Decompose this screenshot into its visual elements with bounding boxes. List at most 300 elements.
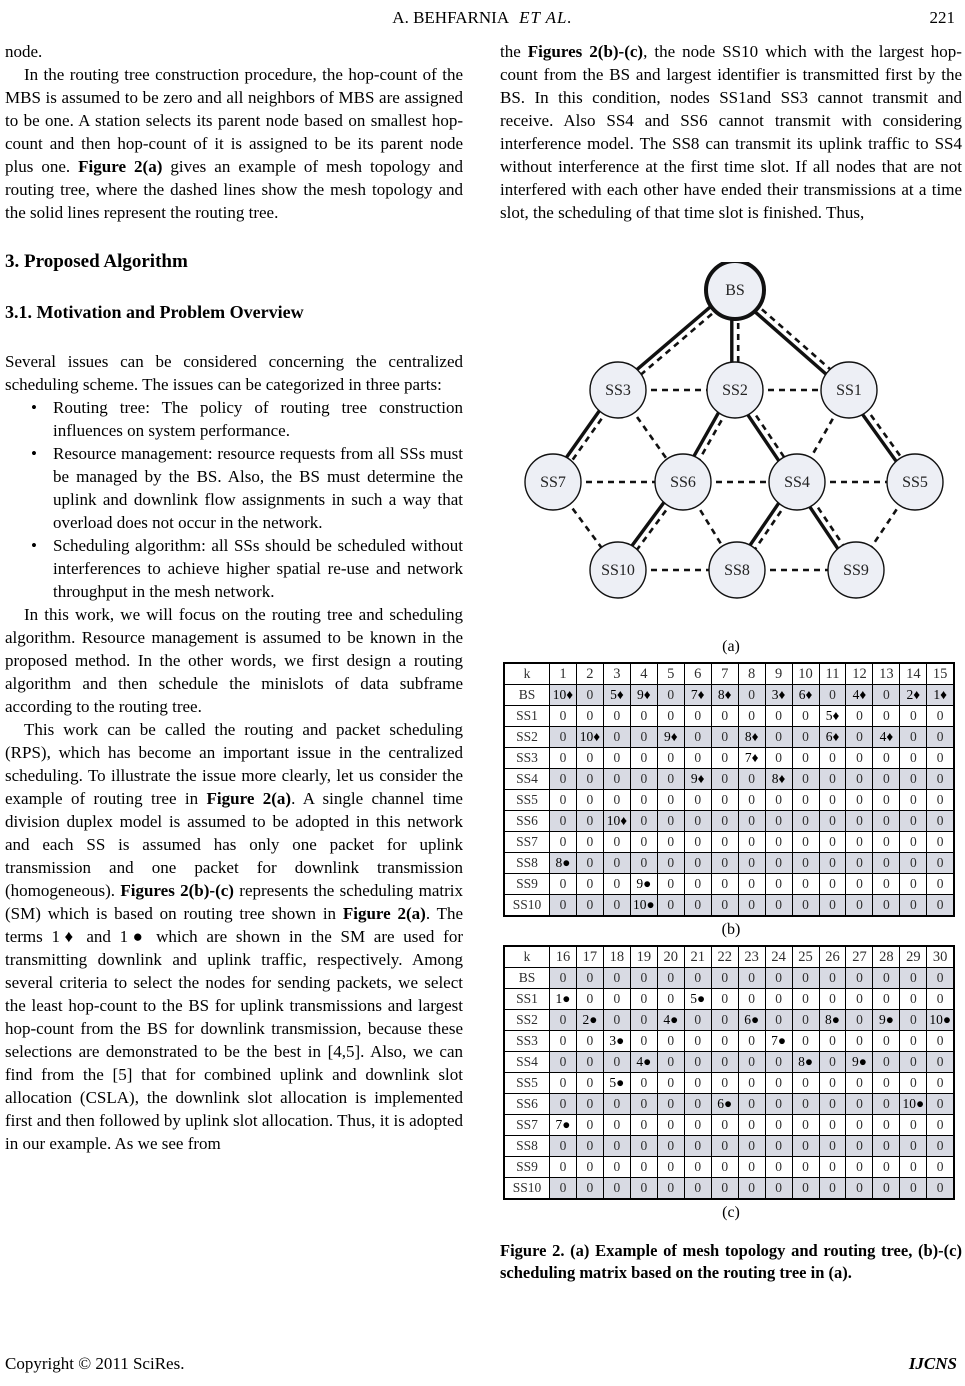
figure-label-a: (a) (722, 638, 740, 655)
sm-cell: 9♦ (684, 769, 711, 790)
bullet-icon: • (31, 536, 37, 555)
sm-cell: 10♦ (603, 811, 630, 832)
sm-cell: 0 (630, 1073, 657, 1094)
sm-cell: 0 (550, 790, 577, 811)
sm-cell: 0 (846, 1010, 873, 1031)
sm-cell: 0 (846, 790, 873, 811)
row-label: SS4 (504, 1052, 550, 1073)
sm-cell: 0 (684, 1094, 711, 1115)
sm-cell: 0 (630, 1031, 657, 1052)
sm-cell: 0 (819, 1052, 846, 1073)
sm-cell: 0 (765, 968, 792, 989)
sm-cell: 9● (846, 1052, 873, 1073)
figure-2b (503, 662, 962, 917)
sm-cell: 0 (792, 769, 819, 790)
sm-cell: 0 (711, 1136, 738, 1157)
paragraph (5, 63, 463, 224)
sm-cell: 0 (846, 1136, 873, 1157)
sm-cell: 0 (819, 790, 846, 811)
sm-cell: 0 (873, 1094, 900, 1115)
sm-cell: 0 (765, 853, 792, 874)
sm-cell: 0 (873, 748, 900, 769)
sm-cell: 0 (550, 832, 577, 853)
sm-cell: 0 (765, 811, 792, 832)
sm-cell: 0 (657, 874, 684, 895)
sm-cell: 0 (576, 832, 603, 853)
sm-cell: 0 (684, 811, 711, 832)
sm-cell: 0 (819, 748, 846, 769)
sm-cell: 0 (846, 989, 873, 1010)
sm-cell: 0 (819, 1073, 846, 1094)
sm-cell: 0 (765, 1136, 792, 1157)
bullet-text: Resource management: resource requests from all SSs must be managed by the BS. Also, the BS must determine the uplink and downlink flow assignments in such a way that overload does not occur in the network. (53, 444, 463, 532)
sm-cell: 0 (711, 1073, 738, 1094)
sm-cell: 0 (576, 895, 603, 917)
sm-cell: 0 (927, 706, 954, 727)
sm-cell: 0 (792, 1031, 819, 1052)
table-row (504, 748, 954, 769)
table-row (504, 769, 954, 790)
sm-cell: 0 (792, 895, 819, 917)
column-header: k (504, 663, 550, 685)
sm-cell: 0 (927, 1031, 954, 1052)
sm-cell: 0 (900, 1052, 927, 1073)
section-heading: 3. Proposed Algorithm (5, 251, 188, 272)
sm-cell: 0 (738, 1073, 765, 1094)
column-header: 16 (550, 946, 577, 968)
sm-cell: 0 (765, 727, 792, 748)
column-header: 30 (927, 946, 954, 968)
sm-cell: 0 (711, 1010, 738, 1031)
sm-cell: 0 (684, 1136, 711, 1157)
sm-cell: 0 (873, 1157, 900, 1178)
sm-cell: 0 (927, 1094, 954, 1115)
graph-node-label: SS7 (540, 474, 566, 491)
sm-cell: 0 (900, 853, 927, 874)
bold-text: Figures 2(b)-(c) (120, 881, 234, 900)
sm-cell: 0 (900, 769, 927, 790)
row-label: SS3 (504, 748, 550, 769)
row-label: SS3 (504, 1031, 550, 1052)
bullet-item (5, 396, 463, 442)
sm-cell: 0 (657, 1052, 684, 1073)
sm-cell: 0 (576, 769, 603, 790)
body-text: . The terms 1♦ and 1● which are shown in the SM are used for transmitting downlink and uplink traffic, respectively. Among several criteria to select the nodes for sending packets, we select the least hop-count to the BS for uplink transmissions and largest hop-count from the BS for downlink transmission, because these selections are demonstrated to be the best in [4,5]. Also, we can find from the [5] that for combined uplink and downlink slot allocation (CSLA), the downlink slot allocation is implemented first and then followed by uplink slot allocation. Thus, it is adopted in our example. As we see from (5, 904, 463, 1153)
table-row (504, 968, 954, 989)
row-label: SS7 (504, 832, 550, 853)
column-header: 27 (846, 946, 873, 968)
column-header: 9 (765, 663, 792, 685)
sm-cell: 0 (738, 1031, 765, 1052)
sm-cell: 0 (630, 727, 657, 748)
sm-cell: 0 (550, 874, 577, 895)
sm-cell: 0 (550, 1010, 577, 1031)
table-row (504, 832, 954, 853)
sm-cell: 0 (603, 874, 630, 895)
sm-cell: 0 (711, 1157, 738, 1178)
bold-text: Figure 2(a) (78, 157, 163, 176)
row-label: SS6 (504, 811, 550, 832)
sm-cell: 0 (819, 832, 846, 853)
sm-cell: 0 (684, 968, 711, 989)
sm-cell: 0 (873, 769, 900, 790)
sm-cell: 0 (630, 790, 657, 811)
sm-cell: 0 (550, 1157, 577, 1178)
sm-cell: 0 (927, 895, 954, 917)
sm-cell: 0 (657, 832, 684, 853)
sm-cell: 0 (819, 895, 846, 917)
sm-cell: 0 (711, 1115, 738, 1136)
sm-cell: 0 (576, 989, 603, 1010)
sm-cell: 0 (684, 748, 711, 769)
bullet-icon: • (31, 444, 37, 463)
left-paragraphs-bottom (5, 603, 463, 1155)
column-header: k (504, 946, 550, 968)
table-row (504, 989, 954, 1010)
table-row (504, 874, 954, 895)
sm-cell: 0 (900, 832, 927, 853)
sm-cell: 0 (603, 832, 630, 853)
sm-cell: 6● (738, 1010, 765, 1031)
column-header: 15 (927, 663, 954, 685)
sm-cell: 0 (711, 853, 738, 874)
sm-cell: 0 (819, 811, 846, 832)
sm-cell: 0 (630, 1136, 657, 1157)
column-header: 25 (792, 946, 819, 968)
sm-cell: 3● (603, 1031, 630, 1052)
sm-cell: 0 (900, 1031, 927, 1052)
sm-cell: 0 (738, 1178, 765, 1200)
running-head (0, 8, 965, 28)
bold-text: Figure 2(a) (342, 904, 426, 923)
sm-cell: 0 (603, 853, 630, 874)
sm-cell: 0 (873, 989, 900, 1010)
sm-cell: 0 (900, 874, 927, 895)
table-row (504, 1052, 954, 1073)
sm-cell: 4♦ (846, 685, 873, 706)
sm-cell: 0 (550, 811, 577, 832)
sm-cell: 0 (630, 748, 657, 769)
figure-label-b: (b) (721, 921, 741, 938)
body-text: Several issues can be considered concerning the centralized scheduling scheme. The issues can be categorized in three parts: (5, 352, 463, 394)
sm-cell: 0 (603, 1178, 630, 1200)
sm-cell: 0 (873, 1052, 900, 1073)
sm-cell: 0 (684, 1073, 711, 1094)
figure-2a (500, 262, 962, 656)
sm-cell: 0 (846, 811, 873, 832)
graph-node-label: SS4 (784, 474, 810, 491)
sm-cell: 0 (819, 685, 846, 706)
column-header: 23 (738, 946, 765, 968)
sm-cell: 0 (738, 1115, 765, 1136)
sm-cell: 4● (630, 1052, 657, 1073)
sm-cell: 0 (684, 895, 711, 917)
figure-2c (503, 945, 962, 1200)
sm-cell: 0 (576, 1052, 603, 1073)
sm-cell: 0 (846, 1073, 873, 1094)
row-label: SS8 (504, 1136, 550, 1157)
body-text: gives an example of mesh topology and routing tree, where the dashed lines show the mesh topology and the solid lines represent the routing tree. (5, 157, 463, 222)
sm-cell: 0 (792, 1136, 819, 1157)
left-paragraphs-mid (5, 350, 463, 396)
row-label: SS5 (504, 1073, 550, 1094)
figure-label-c: (c) (722, 1204, 740, 1221)
bullet-text: Routing tree: The policy of routing tree construction influences on system performance. (53, 398, 463, 440)
column-header: 1 (550, 663, 577, 685)
sm-cell: 0 (927, 1073, 954, 1094)
sm-cell: 0 (630, 968, 657, 989)
table_b-grid (503, 662, 955, 917)
sm-cell: 0 (657, 706, 684, 727)
paragraph (5, 350, 463, 396)
sm-cell: 0 (792, 989, 819, 1010)
sm-cell: 0 (630, 832, 657, 853)
sm-cell: 0 (550, 727, 577, 748)
sm-cell: 0 (873, 874, 900, 895)
sm-cell: 0 (900, 1178, 927, 1200)
row-label: SS2 (504, 727, 550, 748)
body-text: , the node SS10 which with the largest hop-count from the BS and largest identifier is transmitted first by the BS. In this condition, nodes SS1and SS3 cannot transmit and receive. Also SS4 and SS6 cannot transmit with considering interference model. The SS8 can transmit its uplink traffic to SS4 without interference at the first time slot. If all nodes that are not interfered with each other have ended their transmissions at a time slot, the scheduling of that time slot is finished. Thus, (500, 42, 962, 222)
row-label: BS (504, 968, 550, 989)
sm-cell: 0 (684, 1115, 711, 1136)
sm-cell: 0 (873, 1115, 900, 1136)
sm-cell: 0 (684, 1031, 711, 1052)
sm-cell: 10♦ (550, 685, 577, 706)
column-header: 5 (657, 663, 684, 685)
sm-cell: 0 (900, 989, 927, 1010)
sm-cell: 0 (657, 790, 684, 811)
sm-cell: 0 (550, 895, 577, 917)
sm-cell: 0 (900, 727, 927, 748)
sm-cell: 5♦ (819, 706, 846, 727)
sm-cell: 0 (603, 790, 630, 811)
column-header: 6 (684, 663, 711, 685)
sm-cell: 7♦ (738, 748, 765, 769)
sm-cell: 0 (738, 685, 765, 706)
sm-cell: 0 (657, 968, 684, 989)
table-row (504, 853, 954, 874)
sm-cell: 0 (927, 1178, 954, 1200)
column-header: 8 (738, 663, 765, 685)
left-column (5, 40, 463, 1155)
sm-cell: 6● (711, 1094, 738, 1115)
sm-cell: 0 (576, 968, 603, 989)
sm-cell: 0 (792, 706, 819, 727)
sm-cell: 0 (873, 1178, 900, 1200)
sm-cell: 9♦ (657, 727, 684, 748)
sm-cell: 10● (900, 1094, 927, 1115)
sm-cell: 0 (900, 968, 927, 989)
sm-cell: 0 (576, 1031, 603, 1052)
sm-cell: 1♦ (927, 685, 954, 706)
graph-node-label: SS5 (902, 474, 928, 491)
table-row (504, 727, 954, 748)
sm-cell: 10● (630, 895, 657, 917)
sm-cell: 0 (792, 811, 819, 832)
sm-cell: 0 (576, 748, 603, 769)
sm-cell: 0 (846, 874, 873, 895)
sm-cell: 0 (927, 790, 954, 811)
sm-cell: 8♦ (738, 727, 765, 748)
footer-journal: IJCNS (908, 1354, 957, 1373)
page-number: 221 (929, 8, 955, 27)
bullet-item (5, 442, 463, 534)
sm-cell: 8♦ (765, 769, 792, 790)
sm-cell: 0 (900, 1115, 927, 1136)
paragraph (5, 603, 463, 718)
sm-cell: 0 (711, 1178, 738, 1200)
sm-cell: 0 (765, 1052, 792, 1073)
row-label: SS10 (504, 1178, 550, 1200)
table-row (504, 811, 954, 832)
sm-cell: 0 (684, 727, 711, 748)
sm-cell: 0 (738, 874, 765, 895)
sm-cell: 0 (900, 1010, 927, 1031)
sm-cell: 0 (819, 1031, 846, 1052)
sm-cell: 0 (792, 1010, 819, 1031)
sm-cell: 0 (873, 811, 900, 832)
row-label: SS1 (504, 989, 550, 1010)
row-label: SS7 (504, 1115, 550, 1136)
column-header: 14 (900, 663, 927, 685)
sm-cell: 0 (927, 769, 954, 790)
sm-cell: 0 (792, 968, 819, 989)
right-paragraphs-top (500, 40, 962, 224)
row-label: SS5 (504, 790, 550, 811)
sm-cell: 0 (873, 790, 900, 811)
sm-cell: 0 (630, 853, 657, 874)
sm-cell: 0 (873, 968, 900, 989)
table-row (504, 1136, 954, 1157)
table-row (504, 706, 954, 727)
sm-cell: 0 (819, 1115, 846, 1136)
sm-cell: 0 (738, 1052, 765, 1073)
sm-cell: 0 (792, 790, 819, 811)
sm-cell: 0 (927, 1115, 954, 1136)
table-row (504, 685, 954, 706)
sm-cell: 0 (550, 706, 577, 727)
sm-cell: 0 (738, 989, 765, 1010)
right-column (500, 40, 962, 1284)
sm-cell: 0 (630, 989, 657, 1010)
sm-cell: 0 (765, 989, 792, 1010)
paragraph (500, 40, 962, 224)
sm-cell: 0 (873, 1136, 900, 1157)
sm-cell: 0 (630, 1178, 657, 1200)
sm-cell: 0 (603, 1115, 630, 1136)
sm-cell: 0 (550, 748, 577, 769)
sm-cell: 0 (738, 1094, 765, 1115)
sm-cell: 0 (792, 832, 819, 853)
sm-cell: 7● (550, 1115, 577, 1136)
column-header: 28 (873, 946, 900, 968)
column-header: 19 (630, 946, 657, 968)
sm-cell: 0 (657, 853, 684, 874)
bold-text: Figures 2(b)-(c) (527, 42, 644, 61)
sm-cell: 0 (630, 706, 657, 727)
sm-cell: 0 (900, 1073, 927, 1094)
sm-cell: 0 (576, 1136, 603, 1157)
sm-cell: 0 (873, 895, 900, 917)
sm-cell: 0 (576, 874, 603, 895)
sm-cell: 0 (576, 1157, 603, 1178)
sm-cell: 0 (927, 853, 954, 874)
row-label: SS8 (504, 853, 550, 874)
figure-caption: Figure 2. (a) Example of mesh topology and routing tree, (b)-(c) scheduling matrix based on the routing tree in (a). (500, 1241, 962, 1282)
sm-cell: 0 (711, 832, 738, 853)
sm-cell: 8● (819, 1010, 846, 1031)
bullet-item (5, 534, 463, 603)
sm-cell: 0 (711, 790, 738, 811)
paragraph (5, 718, 463, 1155)
sm-cell: 0 (603, 748, 630, 769)
sm-cell: 0 (630, 1094, 657, 1115)
sm-cell: 0 (846, 1178, 873, 1200)
sm-cell: 0 (684, 1010, 711, 1031)
body-text: This work can be called the routing and packet scheduling (RPS), which has become an important issue in the centralized scheduling. To illustrate the issue more clearly, let us consider the example of routing tree in (5, 720, 463, 808)
sm-cell: 0 (684, 1178, 711, 1200)
sm-cell: 0 (657, 1136, 684, 1157)
sm-cell: 0 (603, 769, 630, 790)
sm-cell: 0 (711, 811, 738, 832)
body-text: In the routing tree construction procedure, the hop-count of the MBS is assumed to be zero and all neighbors of MBS are assigned to be one. A station selects its parent node based on smallest hop-count and then hop-count of it is assigned to be its parent node plus one. (5, 65, 463, 176)
sm-cell: 0 (819, 1157, 846, 1178)
sm-cell: 0 (873, 685, 900, 706)
sm-cell: 0 (792, 748, 819, 769)
sm-cell: 0 (711, 874, 738, 895)
sm-cell: 0 (603, 1010, 630, 1031)
sm-cell: 0 (846, 1094, 873, 1115)
column-header: 10 (792, 663, 819, 685)
sm-cell: 0 (603, 1094, 630, 1115)
sm-cell: 0 (792, 1073, 819, 1094)
column-header: 20 (657, 946, 684, 968)
sm-cell: 0 (603, 1052, 630, 1073)
row-label: SS9 (504, 1157, 550, 1178)
sm-cell: 0 (630, 1157, 657, 1178)
sm-cell: 0 (738, 706, 765, 727)
column-header: 18 (603, 946, 630, 968)
table-row (504, 1094, 954, 1115)
bold-text: Figure 2(a) (206, 789, 292, 808)
sm-cell: 0 (792, 853, 819, 874)
sm-cell: 0 (765, 790, 792, 811)
sm-cell: 0 (738, 853, 765, 874)
column-header: 11 (819, 663, 846, 685)
sm-cell: 0 (846, 832, 873, 853)
sm-cell: 0 (819, 874, 846, 895)
sm-cell: 0 (765, 874, 792, 895)
sm-cell: 0 (927, 832, 954, 853)
sm-cell: 2● (576, 1010, 603, 1031)
table-row (504, 790, 954, 811)
sm-cell: 5● (684, 989, 711, 1010)
sm-cell: 0 (738, 968, 765, 989)
sm-cell: 0 (792, 1115, 819, 1136)
sm-cell: 0 (657, 1115, 684, 1136)
sm-cell: 0 (765, 1094, 792, 1115)
sm-cell: 0 (657, 685, 684, 706)
graph-node-label: SS1 (836, 382, 862, 399)
sm-cell: 0 (900, 748, 927, 769)
graph-node-label: SS10 (601, 562, 635, 579)
sm-cell: 0 (846, 1031, 873, 1052)
row-label: SS10 (504, 895, 550, 917)
sm-cell: 0 (819, 989, 846, 1010)
sm-cell: 4♦ (873, 727, 900, 748)
sm-cell: 0 (657, 1094, 684, 1115)
sm-cell: 4● (657, 1010, 684, 1031)
